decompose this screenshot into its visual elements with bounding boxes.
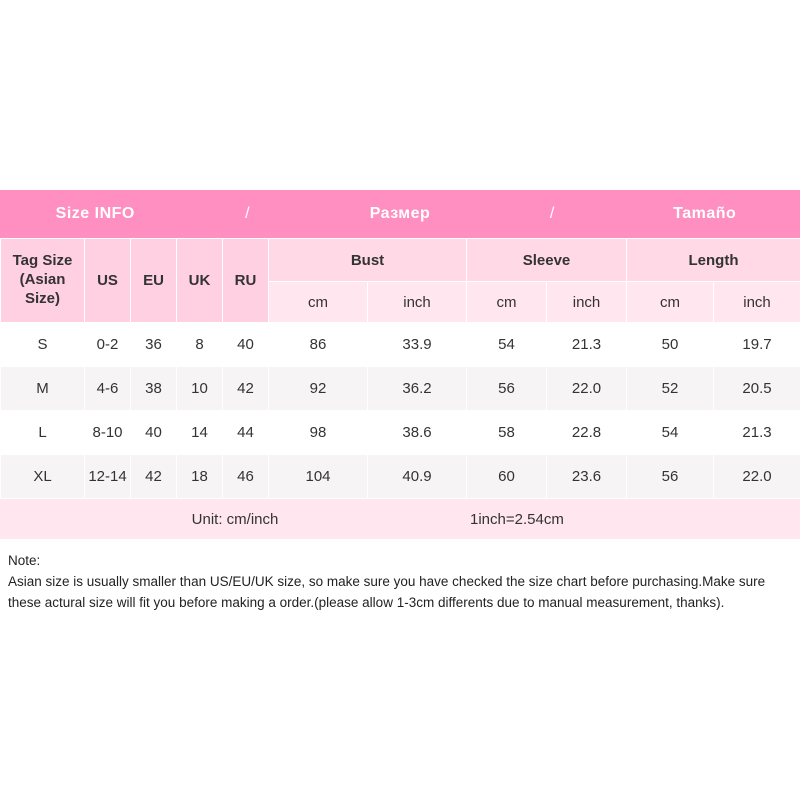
header-ru: RU xyxy=(223,239,269,323)
header-eu: EU xyxy=(131,239,177,323)
unit-conversion: 1inch=2.54cm xyxy=(470,510,564,528)
cell-sleeve-inch: 21.3 xyxy=(547,323,627,367)
header-length-inch: inch xyxy=(714,282,800,323)
cell-sleeve-cm: 60 xyxy=(467,455,547,499)
cell-bust-cm: 98 xyxy=(269,411,368,455)
cell-tag-size: XL xyxy=(1,455,85,499)
table-row xyxy=(1,455,800,499)
cell-length-cm: 52 xyxy=(627,367,714,411)
cell-us: 0-2 xyxy=(85,323,131,367)
cell-bust-inch: 36.2 xyxy=(368,367,467,411)
size-chart-title-bar xyxy=(0,190,800,238)
cell-ru: 40 xyxy=(223,323,269,367)
header-group-sleeve: Sleeve xyxy=(467,239,627,282)
header-tag-size xyxy=(1,239,85,323)
size-chart xyxy=(0,190,800,614)
cell-sleeve-cm: 56 xyxy=(467,367,547,411)
cell-length-cm: 56 xyxy=(627,455,714,499)
table-row xyxy=(1,323,800,367)
cell-tag-size: L xyxy=(1,411,85,455)
header-sleeve-cm: cm xyxy=(467,282,547,323)
header-bust-cm: cm xyxy=(269,282,368,323)
cell-bust-cm: 92 xyxy=(269,367,368,411)
table-row xyxy=(1,367,800,411)
cell-tag-size: M xyxy=(1,367,85,411)
cell-length-inch: 19.7 xyxy=(714,323,800,367)
cell-eu: 36 xyxy=(131,323,177,367)
cell-ru: 42 xyxy=(223,367,269,411)
cell-sleeve-inch: 23.6 xyxy=(547,455,627,499)
unit-label: Unit: cm/inch xyxy=(191,510,279,528)
header-bust-inch: inch xyxy=(368,282,467,323)
cell-length-inch: 22.0 xyxy=(714,455,800,499)
cell-length-inch: 20.5 xyxy=(714,367,800,411)
header-uk: UK xyxy=(177,239,223,323)
header-tag-size-line1: Tag Size xyxy=(12,252,73,270)
cell-bust-inch: 33.9 xyxy=(368,323,467,367)
cell-sleeve-inch: 22.8 xyxy=(547,411,627,455)
table-row xyxy=(1,411,800,455)
cell-sleeve-cm: 58 xyxy=(467,411,547,455)
cell-length-cm: 50 xyxy=(627,323,714,367)
cell-bust-cm: 86 xyxy=(269,323,368,367)
header-group-bust: Bust xyxy=(269,239,467,282)
cell-us: 4-6 xyxy=(85,367,131,411)
cell-eu: 42 xyxy=(131,455,177,499)
cell-uk: 10 xyxy=(177,367,223,411)
cell-bust-inch: 40.9 xyxy=(368,455,467,499)
cell-ru: 44 xyxy=(223,411,269,455)
header-tag-size-line2: (Asian Size) xyxy=(19,271,66,307)
note-title: Note: xyxy=(8,553,41,568)
header-sleeve-inch: inch xyxy=(547,282,627,323)
cell-uk: 8 xyxy=(177,323,223,367)
note-block xyxy=(0,539,800,614)
cell-eu: 40 xyxy=(131,411,177,455)
size-table xyxy=(0,238,800,499)
title-tamano: Tamaño xyxy=(673,205,737,222)
cell-tag-size: S xyxy=(1,323,85,367)
title-separator-2: / xyxy=(549,205,555,222)
cell-uk: 18 xyxy=(177,455,223,499)
cell-sleeve-cm: 54 xyxy=(467,323,547,367)
header-length-cm: cm xyxy=(627,282,714,323)
table-header-row-groups xyxy=(1,239,800,282)
title-razmer: Размер xyxy=(369,205,431,222)
cell-sleeve-inch: 22.0 xyxy=(547,367,627,411)
unit-bar xyxy=(0,499,800,539)
header-group-length: Length xyxy=(627,239,800,282)
note-body: Asian size is usually smaller than US/EU/UK size, so make sure you have checked the size chart before purchasing.Make sure these actural size will fit you before making a order.(please allow 1-3cm differents due to manual measurement, thanks). xyxy=(8,573,766,610)
title-separator-1: / xyxy=(245,205,251,222)
cell-uk: 14 xyxy=(177,411,223,455)
cell-us: 8-10 xyxy=(85,411,131,455)
title-size-info: Size INFO xyxy=(55,205,135,222)
cell-length-inch: 21.3 xyxy=(714,411,800,455)
cell-bust-inch: 38.6 xyxy=(368,411,467,455)
cell-us: 12-14 xyxy=(85,455,131,499)
cell-length-cm: 54 xyxy=(627,411,714,455)
cell-ru: 46 xyxy=(223,455,269,499)
cell-eu: 38 xyxy=(131,367,177,411)
cell-bust-cm: 104 xyxy=(269,455,368,499)
header-us: US xyxy=(85,239,131,323)
